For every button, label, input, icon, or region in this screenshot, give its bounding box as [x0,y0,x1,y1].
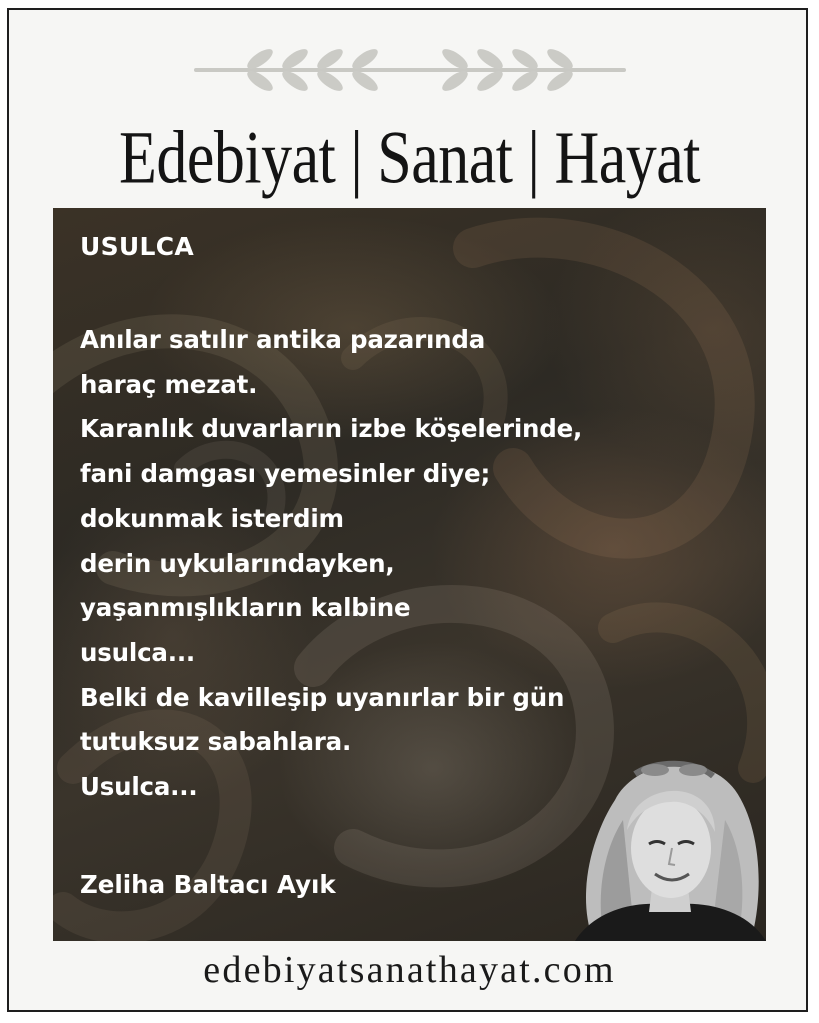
poem-panel [53,208,766,941]
laurel-branch-icon [190,46,630,94]
poem-title: USULCA [80,232,195,261]
poem-line: yaşanmışlıkların kalbine [80,593,411,623]
poem-line: usulca... [80,637,196,667]
author-portrait [575,740,766,941]
poem-line: haraç mezat. [80,369,258,399]
poem-line: derin uykularındayken, [80,548,395,578]
author-name: Zeliha Baltacı Ayık [80,870,336,899]
poem-line: Usulca... [80,772,198,802]
poem-line: tutuksuz sabahlara. [80,727,352,757]
poem-line: dokunmak isterdim [80,503,344,533]
site-url[interactable]: edebiyatsanathayat.com [203,949,616,991]
poem-line: Anılar satılır antika pazarında [80,325,486,354]
brand-title: Edebiyat | Sanat | Hayat [119,116,700,200]
poem-line: fani damgası yemesinler diye; [80,459,491,489]
poem-line: Karanlık duvarların izbe köşelerinde, [80,414,583,444]
poem-body [80,318,582,810]
poem-line: Belki de kavilleşip uyanırlar bir gün [80,682,565,712]
